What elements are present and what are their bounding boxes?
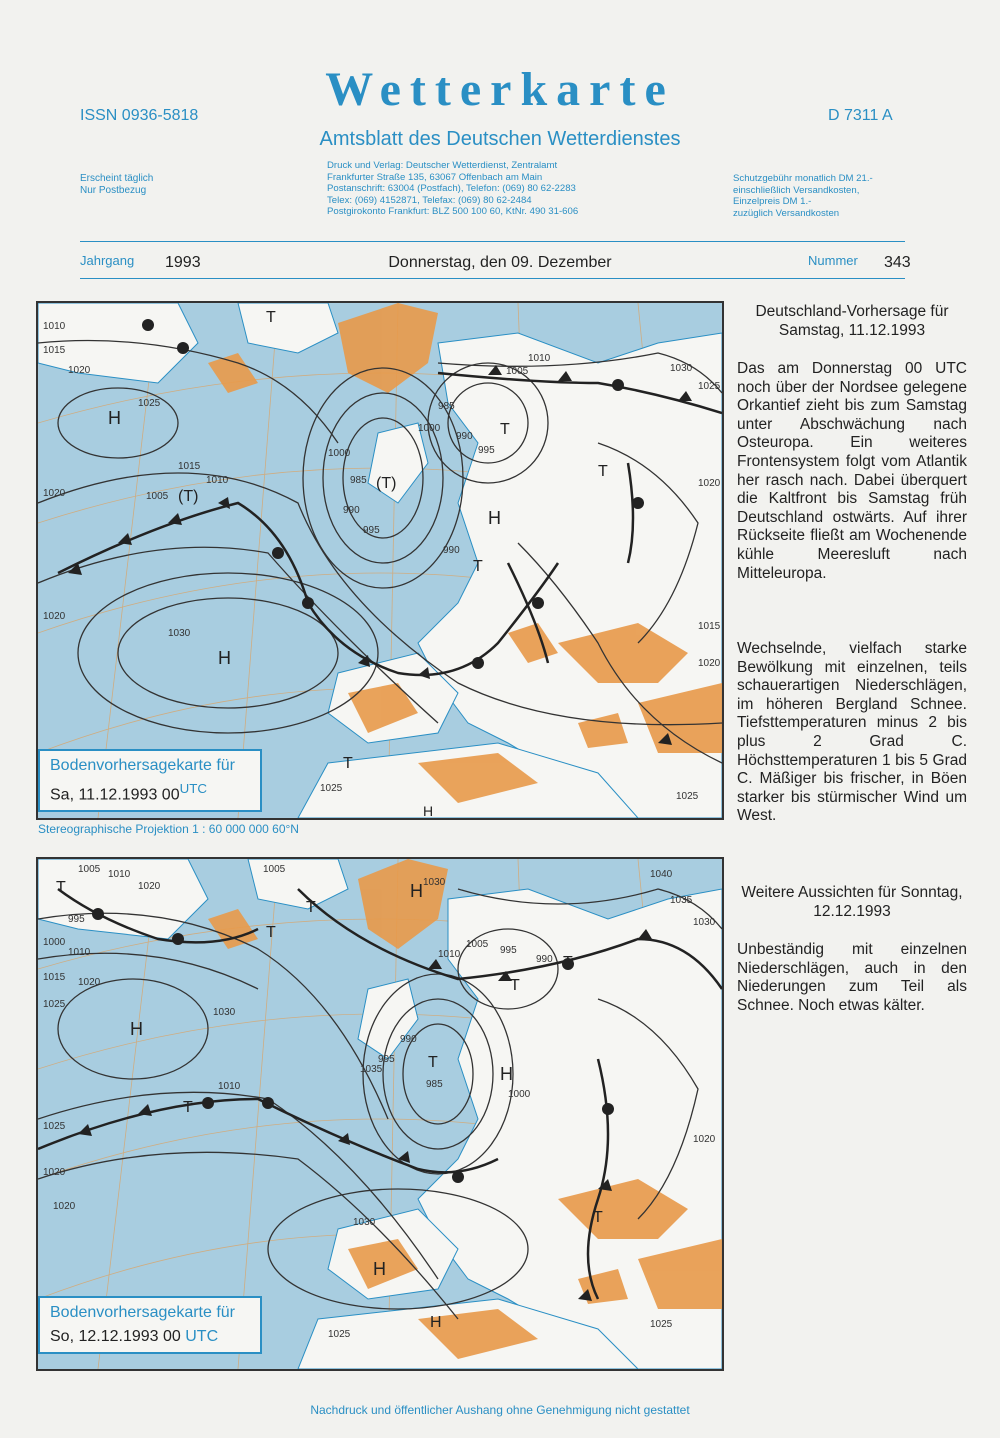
high-pressure-label: H bbox=[108, 408, 121, 428]
price-line: zuzüglich Versandkosten bbox=[733, 207, 840, 219]
isobar-value: 1030 bbox=[693, 917, 716, 928]
isobar-value: 1005 bbox=[263, 864, 286, 875]
isobar-value: 1025 bbox=[43, 999, 66, 1010]
footer-notice: Nachdruck und öffentlicher Aushang ohne Genehmigung nicht gestattet bbox=[310, 1403, 690, 1417]
doc-number: D 7311 A bbox=[828, 107, 893, 124]
isobar-value: 995 bbox=[363, 525, 380, 536]
high-pressure-label: H bbox=[373, 1259, 386, 1279]
low-pressure-label: T bbox=[473, 558, 483, 575]
isobar-value: 1020 bbox=[698, 478, 721, 489]
publication-title: Wetterkarte bbox=[325, 63, 675, 116]
isobar-value: 1010 bbox=[206, 475, 229, 486]
isobar-value: 1000 bbox=[508, 1089, 531, 1100]
isobar-value: 1000 bbox=[328, 448, 351, 459]
price-info bbox=[733, 173, 873, 219]
forecast-map-saturday bbox=[36, 301, 724, 820]
isobar-value: 1015 bbox=[43, 345, 66, 356]
isobar-value: 995 bbox=[478, 445, 495, 456]
caption-utc: UTC bbox=[185, 1328, 219, 1345]
isobar-value: 1030 bbox=[423, 877, 446, 888]
divider bbox=[80, 278, 905, 279]
isobar-value: 1035 bbox=[670, 895, 693, 906]
issue-date: Donnerstag, den 09. Dezember bbox=[388, 254, 612, 271]
low-pressure-label: T bbox=[563, 954, 573, 971]
map-caption-date bbox=[50, 1328, 250, 1346]
map-graphic bbox=[38, 859, 722, 1369]
isobar-value: 990 bbox=[443, 545, 460, 556]
low-pressure-label: T bbox=[500, 421, 510, 438]
projection-note: Stereographische Projektion 1 : 60 000 000 60°N bbox=[38, 822, 299, 836]
isobar-value: 1030 bbox=[353, 1217, 376, 1228]
jahrgang-label: Jahrgang bbox=[80, 253, 135, 268]
isobar-value: 1025 bbox=[320, 783, 343, 794]
low-pressure-label: (T) bbox=[178, 488, 199, 505]
forecast-map-sunday bbox=[36, 857, 724, 1371]
isobar-value: 1030 bbox=[168, 628, 191, 639]
low-pressure-label: T bbox=[593, 1209, 603, 1226]
low-pressure-label: T bbox=[266, 924, 276, 941]
low-pressure-label: T bbox=[306, 899, 316, 916]
isobar-value: 1025 bbox=[328, 1329, 351, 1340]
publication-subtitle: Amtsblatt des Deutschen Wetterdienstes bbox=[319, 128, 681, 150]
isobar-value: 1000 bbox=[43, 937, 66, 948]
frequency-line: Erscheint täglich bbox=[80, 173, 154, 184]
isobar-value: 995 bbox=[500, 945, 517, 956]
isobar-value: 1025 bbox=[676, 791, 699, 802]
outlook-heading: Weitere Aussichten für Sonntag, 12.12.1993 bbox=[741, 884, 963, 920]
isobar-value: 1025 bbox=[138, 398, 161, 409]
low-pressure-label: T bbox=[183, 1099, 193, 1116]
isobar-value: 1025 bbox=[43, 1121, 66, 1132]
high-pressure-label: H bbox=[410, 881, 423, 901]
map-caption-title: Bodenvorhersagekarte für bbox=[50, 757, 235, 774]
isobar-value: 1020 bbox=[43, 611, 66, 622]
isobar-value: 985 bbox=[350, 475, 367, 486]
map-graphic bbox=[38, 303, 722, 818]
isobar-value: 1010 bbox=[68, 947, 91, 958]
caption-date: Sa, 11.12.1993 00 bbox=[50, 786, 180, 804]
isobar-value: 1020 bbox=[78, 977, 101, 988]
high-pressure-label: H bbox=[488, 508, 501, 528]
isobar-value: 995 bbox=[68, 914, 85, 925]
high-pressure-label: H bbox=[430, 1314, 442, 1331]
isobar-value: 1015 bbox=[43, 972, 66, 983]
publisher-info bbox=[327, 160, 578, 218]
isobar-value: 1005 bbox=[78, 864, 101, 875]
isobar-value: 1005 bbox=[146, 491, 169, 502]
nummer-value: 343 bbox=[884, 254, 911, 271]
isobar-value: 990 bbox=[400, 1034, 417, 1045]
isobar-value: 1005 bbox=[466, 939, 489, 950]
isobar-value: 1020 bbox=[43, 488, 66, 499]
map-caption bbox=[38, 1296, 262, 1354]
outlook-paragraph: Unbeständig mit einzelnen Niederschlägen, auch in den Niederungen zum Teil als Schnee. Noch etwas kälter. bbox=[737, 941, 967, 1014]
isobar-value: 1030 bbox=[213, 1007, 236, 1018]
isobar-value: 1015 bbox=[178, 461, 201, 472]
low-pressure-label: T bbox=[56, 879, 66, 896]
nummer-label: Nummer bbox=[808, 253, 858, 268]
high-pressure-label: H bbox=[218, 648, 231, 668]
isobar-value: 990 bbox=[343, 505, 360, 516]
isobar-value: 990 bbox=[536, 954, 553, 965]
low-pressure-label: T bbox=[428, 1054, 438, 1071]
publisher-line: Postgirokonto Frankfurt: BLZ 500 100 60, KtNr. 490 31-606 bbox=[327, 206, 579, 217]
low-pressure-label: T bbox=[343, 755, 353, 772]
isobar-value: 1035 bbox=[360, 1064, 383, 1075]
isobar-value: 1010 bbox=[108, 869, 131, 880]
isobar-value: 1020 bbox=[43, 1167, 66, 1178]
divider bbox=[80, 241, 905, 242]
high-pressure-label: H bbox=[130, 1019, 143, 1039]
isobar-value: 1020 bbox=[68, 365, 91, 376]
isobar-value: 1015 bbox=[698, 621, 721, 632]
publication-frequency bbox=[80, 173, 153, 197]
isobar-value: 1020 bbox=[138, 881, 161, 892]
isobar-value: 1010 bbox=[438, 949, 461, 960]
isobar-value: 1030 bbox=[670, 363, 693, 374]
caption-date: So, 12.12.1993 00 bbox=[50, 1328, 181, 1345]
caption-utc: UTC bbox=[179, 781, 207, 796]
low-pressure-label: (T) bbox=[376, 475, 397, 492]
high-pressure-label: H bbox=[423, 803, 434, 819]
map-caption bbox=[38, 749, 262, 812]
frequency-line: Nur Postbezug bbox=[80, 185, 147, 196]
map-caption-date bbox=[50, 781, 250, 804]
isobar-value: 1010 bbox=[43, 321, 66, 332]
isobar-value: 995 bbox=[378, 1054, 395, 1065]
publisher-line: Frankfurter Straße 135, 63067 Offenbach am Main bbox=[327, 171, 543, 183]
low-pressure-label: T bbox=[598, 463, 608, 480]
low-pressure-label: T bbox=[266, 309, 276, 326]
isobar-value: 985 bbox=[438, 401, 455, 412]
price-line: Schutzgebühr monatlich DM 21.- bbox=[733, 173, 873, 184]
forecast-heading: Deutschland-Vorhersage für Samstag, 11.12.1993 bbox=[755, 303, 949, 339]
isobar-value: 1010 bbox=[218, 1081, 241, 1092]
issn: ISSN 0936-5818 bbox=[80, 107, 199, 124]
isobar-value: 1020 bbox=[698, 658, 721, 669]
isobar-value: 1025 bbox=[698, 381, 721, 392]
isobar-value: 1025 bbox=[650, 1319, 673, 1330]
isobar-value: 990 bbox=[456, 431, 473, 442]
publisher-line: Druck und Verlag: Deutscher Wetterdienst, Zentralamt bbox=[327, 160, 558, 171]
jahrgang-value: 1993 bbox=[165, 254, 201, 271]
isobar-value: 1020 bbox=[53, 1201, 76, 1212]
isobar-value: 1040 bbox=[650, 869, 673, 880]
forecast-paragraph: Das am Donnerstag 00 UTC noch über der Nordsee gelegene Orkantief zieht bis zum Samstag unter Abschwächung nach Osteuropa. Ein weiteres Frontensystem folgt vom Atlantik her rasch nach. Dabei überquert die Kaltfront bis Samstag früh Deutschland ostwärts. Auf ihrer Rückseite fließt am Wochenende kühle Meeresluft nach Mitteleuropa. bbox=[737, 360, 967, 582]
publisher-line: Postanschrift: 63004 (Postfach), Telefon: (069) 80 62-2283 bbox=[327, 183, 576, 194]
isobar-value: 1000 bbox=[418, 423, 441, 434]
price-line: einschließlich Versandkosten, bbox=[733, 184, 860, 196]
forecast-paragraph: Wechselnde, vielfach starke Bewölkung mit einzelnen, teils schauerartigen Niederschlägen, im höheren Bergland Schnee. Tiefsttemperaturen minus 2 bis plus 2 Grad C. Höchsttemperaturen 1 bis 5 Grad C. Mäßiger bis frischer, in Böen starker bis stürmischer Wind um West. bbox=[737, 640, 967, 825]
price-line: Einzelpreis DM 1.- bbox=[733, 196, 812, 207]
isobar-value: 985 bbox=[426, 1079, 443, 1090]
isobar-value: 1010 bbox=[528, 353, 551, 364]
isobar-value: 1020 bbox=[693, 1134, 716, 1145]
isobar-value: 1005 bbox=[506, 366, 529, 377]
map-caption-title: Bodenvorhersagekarte für bbox=[50, 1304, 235, 1321]
publisher-line: Telex: (069) 4152871, Telefax: (069) 80 62-2484 bbox=[327, 194, 532, 206]
high-pressure-label: H bbox=[500, 1064, 513, 1084]
low-pressure-label: T bbox=[510, 977, 520, 994]
